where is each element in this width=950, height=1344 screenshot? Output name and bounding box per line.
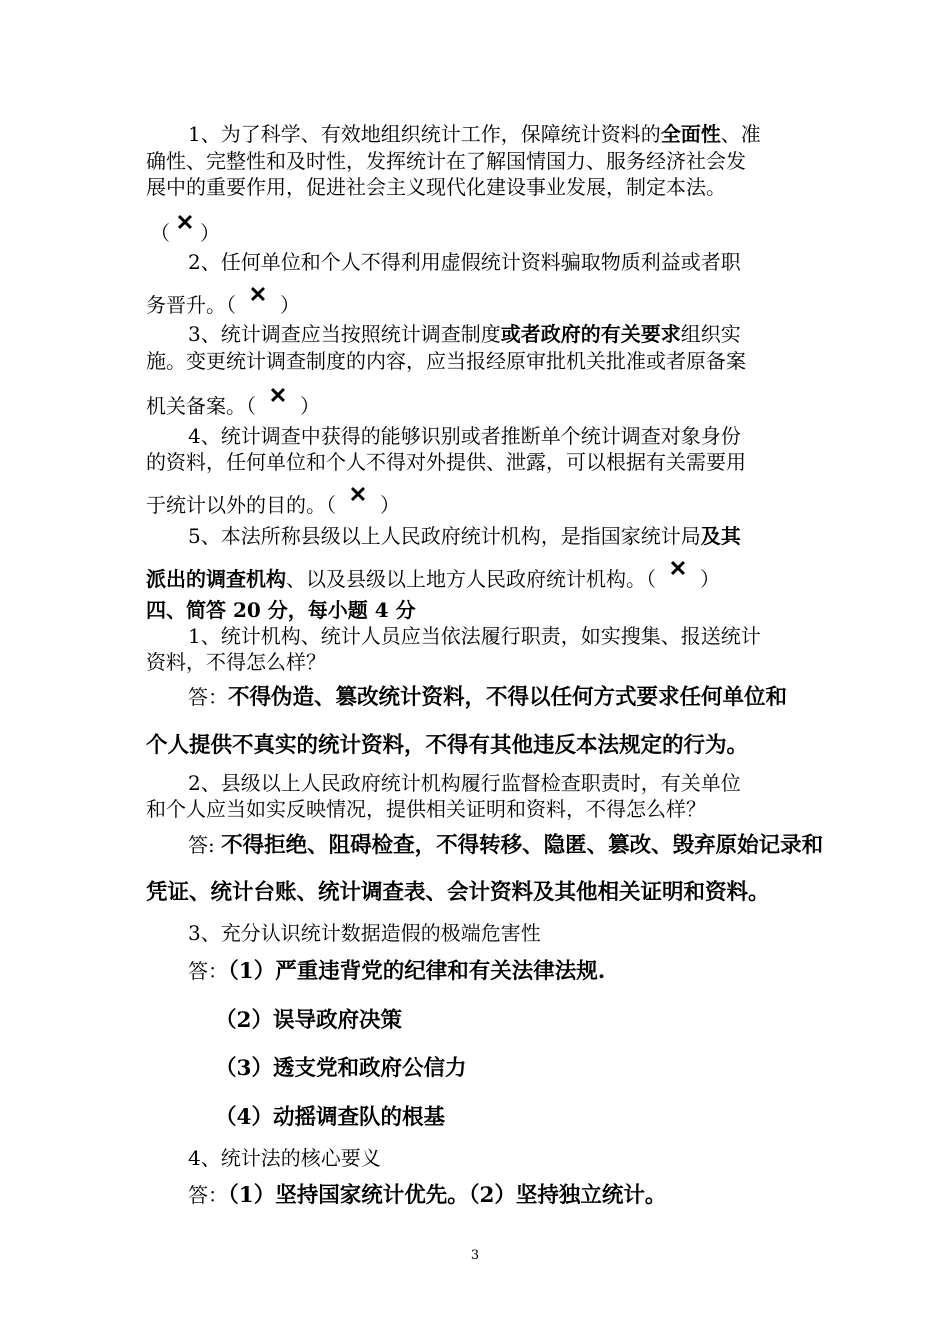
tf-1-text-b: 全面性 xyxy=(660,122,721,146)
tf-1-paren-close: ） xyxy=(200,221,220,245)
tf-3-line-3: 机关备案。（ xyxy=(146,394,256,418)
tf-4-paren-close: ） xyxy=(380,493,400,517)
tf-1-paren-open: （ xyxy=(150,221,170,245)
qa-3-answer-label: 答： xyxy=(188,959,228,983)
tf-4-line-2: 的资料，任何单位和个人不得对外提供、泄露，可以根据有关需要用 xyxy=(146,450,746,474)
qa-3-answer-item-1: （1）严重违背党的纪律和有关法律法规. xyxy=(228,959,606,984)
tf-3-cross-mark-icon: ✕ xyxy=(268,383,288,409)
tf-1-cross-mark-icon: ✕ xyxy=(175,210,195,236)
qa-2-answer-line-2: 凭证、统计台账、统计调查表、会计资料及其他相关证明和资料。 xyxy=(146,880,770,905)
tf-4-cross-mark-icon: ✕ xyxy=(348,482,368,508)
tf-4-line-3: 于统计以外的目的。（ xyxy=(146,493,336,517)
tf-2-line-1: 2、任何单位和个人不得利用虚假统计资料骗取物质利益或者职 xyxy=(188,250,741,274)
qa-2-question-line-2: 和个人应当如实反映情况，提供相关证明和资料，不得怎么样？ xyxy=(146,797,706,821)
qa-1-question-line-2: 资料，不得怎么样？ xyxy=(146,650,326,674)
tf-5-paren-close: ） xyxy=(700,567,720,591)
tf-3-paren-close: ） xyxy=(300,394,320,418)
qa-2-answer-line-1: 不得拒绝、阻碍检查，不得转移、隐匿、篡改、毁弃原始记录和 xyxy=(221,833,824,858)
tf-3-text-c: 组织实 xyxy=(680,322,741,346)
qa-1-question-line-1: 1、统计机构、统计人员应当依法履行职责，如实搜集、报送统计 xyxy=(188,624,761,648)
tf-1-text-a: 1、为了科学、有效地组织统计工作，保障统计资料的 xyxy=(188,122,661,146)
qa-3-question: 3、充分认识统计数据造假的极端危害性 xyxy=(188,921,541,945)
qa-2-question-line-1: 2、县级以上人民政府统计机构履行监督检查职责时，有关单位 xyxy=(188,771,741,795)
tf-3-text-b: 或者政府的有关要求 xyxy=(500,322,681,346)
tf-3-text-a: 3、统计调查应当按照统计调查制度 xyxy=(188,322,501,346)
qa-3-answer-item-3: （3）透支党和政府公信力 xyxy=(215,1056,467,1081)
qa-1-answer-label: 答： xyxy=(188,685,228,709)
qa-2-answer-label: 答: xyxy=(188,833,222,857)
tf-5-text-b: 及其 xyxy=(700,524,741,548)
page-number: 3 xyxy=(470,1248,480,1263)
tf-5-text-a: 5、本法所称县级以上人民政府统计机构，是指国家统计局 xyxy=(188,524,701,548)
tf-1-line-2: 确性、完整性和及时性，发挥统计在了解国情国力、服务经济社会发 xyxy=(146,149,746,173)
tf-2-line-2: 务晋升。（ xyxy=(146,293,236,317)
tf-4-line-1: 4、统计调查中获得的能够识别或者推断单个统计调查对象身份 xyxy=(188,424,741,448)
tf-1-line-3: 展中的重要作用，促进社会主义现代化建设事业发展，制定本法。 xyxy=(146,175,726,199)
qa-1-answer-line-1: 不得伪造、篡改统计资料，不得以任何方式要求任何单位和 xyxy=(228,685,788,710)
qa-4-answer-line-1: （1）坚持国家统计优先。（2）坚持独立统计。 xyxy=(228,1183,667,1208)
qa-3-answer-item-2: （2）误导政府决策 xyxy=(215,1008,402,1033)
tf-5-cross-mark-icon: ✕ xyxy=(668,556,688,582)
tf-3-line-2: 施。变更统计调查制度的内容，应当报经原审批机关批准或者原备案 xyxy=(146,349,746,373)
tf-2-cross-mark-icon: ✕ xyxy=(248,282,268,308)
qa-4-answer-label: 答： xyxy=(188,1183,228,1207)
qa-4-question: 4、统计法的核心要义 xyxy=(188,1146,381,1170)
qa-3-answer-item-4: （4）动摇调查队的根基 xyxy=(215,1105,445,1130)
tf-2-paren-close: ） xyxy=(280,293,300,317)
tf-5-text-c: 派出的调查机构 xyxy=(146,567,286,591)
section-heading: 四、简答 20 分，每小题 4 分 xyxy=(146,598,416,622)
tf-5-text-d: 、以及县级以上地方人民政府统计机构。（ xyxy=(286,567,656,591)
qa-1-answer-line-2: 个人提供不真实的统计资料，不得有其他违反本法规定的行为。 xyxy=(146,733,749,758)
tf-1-text-c: 、准 xyxy=(720,122,761,146)
